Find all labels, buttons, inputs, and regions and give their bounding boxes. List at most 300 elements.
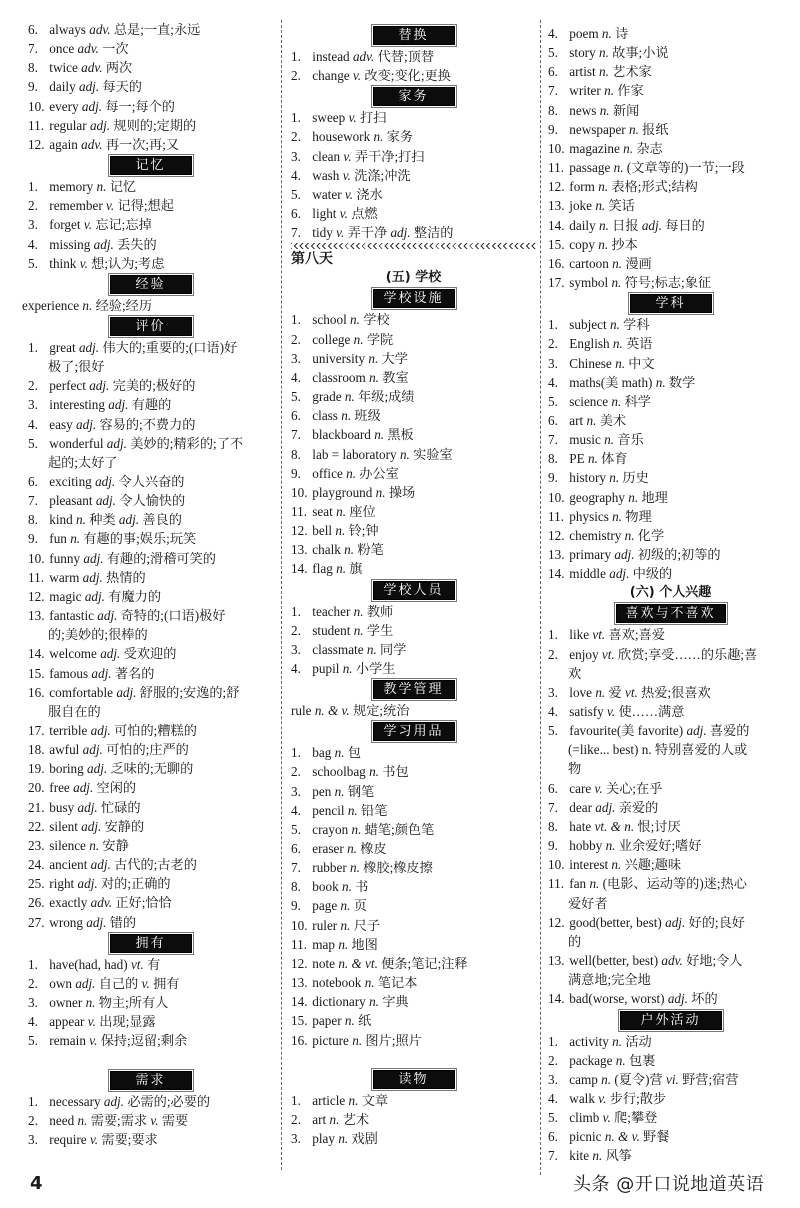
entry-meaning: 地图 [351,936,378,952]
entry-word: every [49,98,79,114]
entry-meaning: 纸 [358,1013,372,1029]
section-header: 评价 [28,317,273,336]
entry-word: change [312,68,350,84]
entry-word: magazine [569,140,620,156]
vocab-entry [28,1012,273,1031]
entry-number: 2. [28,1112,38,1128]
vocab-entry-continuation [28,357,273,376]
entry-meaning: 有魔力的 [108,588,162,604]
entry-meaning: 规则的;定期的 [113,117,197,133]
entry-pos: n. [336,561,346,577]
vocab-entry [291,1129,536,1148]
entry-continuation: (=like... best) n. 特别喜爱的人或 [568,742,748,758]
entry-pos: adj. [103,1093,125,1109]
entry-word: picture [312,1032,349,1048]
entry-pos: n. [369,764,379,780]
vocab-entry [548,817,793,836]
entry-pos: adj. [97,608,118,624]
entry-pos: n. [612,336,623,352]
entry-word: tidy [312,225,333,241]
vocab-entry [28,491,273,510]
entry-meaning: 弄干净;打扫 [354,148,425,164]
entry-number: 1. [28,179,38,195]
entry-number: 12. [291,955,308,971]
entry-meaning: 橡胶;橡皮擦 [363,860,433,876]
vocab-entry [291,743,536,762]
entry-number: 12. [548,527,565,543]
entry-meaning: 错的 [109,914,137,930]
entry-meaning: 保持;逗留;剩余 [100,1033,188,1049]
vocab-entry [548,625,793,644]
entry-meaning: 大学 [381,350,408,366]
vocab-entry [548,564,793,583]
vocab-entry [28,376,273,395]
entry-word: book [312,879,339,895]
vocab-entry-continuation [28,702,273,721]
entry-word: always [49,22,86,37]
entry-meaning: 需要;需求 [90,1112,148,1128]
entry-pos: n. [613,160,624,176]
entry-number: 21. [28,799,45,815]
vocab-entry [291,47,536,66]
entry-meaning: 好的;良好 [688,914,745,930]
entry-word: well(better, best) [569,953,659,969]
entry-number: 25. [28,876,45,892]
vocab-entry [28,644,273,663]
entry-pos: v. [79,255,88,271]
entry-number: 4. [291,369,301,385]
entry-number: 8. [28,60,38,76]
entry-pos: n. [340,917,351,933]
entry-word: boring [49,761,84,777]
entry-number: 12. [291,523,308,539]
entry-pos: n. [623,140,634,156]
entry-pos: n. [609,470,620,486]
entry-pos: n. [598,64,609,80]
entry-number: 5. [548,393,558,409]
vocab-entry-continuation [548,740,793,759]
entry-meaning: 丢失的 [117,236,157,252]
vocab-entry [28,472,273,491]
entry-pos: v. [89,1033,98,1049]
entry-word: remain [49,1033,86,1049]
entry-pos: v. [150,1112,159,1128]
entry-word: dear [569,799,592,815]
entry-number: 11. [28,569,44,585]
vocab-entry [28,97,273,116]
entry-pos: adj. [106,435,127,451]
entry-number: 7. [291,860,301,876]
entry-meaning: 橡皮 [360,841,387,856]
entry-continuation: 满意地;完全地 [568,972,651,988]
vocab-entry [291,896,536,915]
section-header: 经验 [28,275,273,294]
entry-word: picnic [569,1129,602,1145]
entry-number: 1. [291,1092,301,1108]
entry-meaning: 表格;形式;结构 [611,179,698,195]
entry-meaning: 需要 [161,1112,189,1128]
entry-meaning: 中级的 [632,566,673,582]
entry-word: need [49,1112,75,1128]
entry-word: bad(worse, worst) [569,991,665,1007]
entry-pos: adj. [78,339,100,355]
watermark: 头条 @开口说地道英语 [573,1174,765,1195]
entry-word: joke [569,198,593,214]
entry-meaning: 符号;标志;象征 [624,275,712,291]
entry-pos: n. [615,1052,626,1068]
vocab-entry [28,1092,273,1111]
vocab-entry [291,782,536,801]
vocab-entry [291,762,536,781]
entry-number: 9. [548,470,558,486]
entry-meaning: 旗 [349,561,363,577]
entry-pos: n. [399,446,410,462]
entry-word: schoolbag [312,764,366,780]
entry-meaning: 实验室 [413,446,453,462]
entry-word: student [312,622,351,638]
vocab-entry [28,587,273,606]
entry-word: music [569,432,601,448]
entry-word: note [312,955,336,971]
entry-number: 23. [28,837,45,853]
vocab-entry [548,430,793,449]
entry-meaning: 喜欢;喜爱 [608,627,665,643]
entry-number: 10. [548,489,565,505]
entry-word: copy [569,236,595,252]
entry-pos: v. [602,1110,611,1126]
entry-pos: vt. [130,956,144,972]
vocab-entry [291,559,536,578]
entry-meaning: 两次 [105,60,133,76]
vocab-entry [291,166,536,185]
entry-pos: n. [366,641,377,657]
entry-word: wonderful [49,435,104,451]
vocab-entry-continuation [548,664,793,683]
vocab-entry [548,139,793,158]
entry-meaning: 化学 [637,527,665,543]
vocab-entry [548,951,793,970]
entry-word: magic [49,588,82,604]
vocab-entry [291,602,536,621]
vocab-entry [548,874,793,893]
entry-number: 17. [548,275,565,291]
entry-meaning: 容易的;不费力的 [99,416,196,432]
entry-number: 7. [548,83,558,99]
vocab-entry [548,81,793,100]
entry-number: 1. [291,745,301,761]
entry-number: 6. [291,206,301,222]
entry-pos: n. [612,1033,623,1049]
entry-word: page [312,898,338,914]
vocab-entry-continuation [548,932,793,951]
entry-number: 10. [28,98,45,114]
vocab-entry [28,395,273,414]
entry-number: 2. [548,646,558,662]
entry-word: busy [49,799,75,815]
entry-word: funny [49,550,81,566]
entry-meaning: 记忆 [109,179,137,195]
entry-pos: n. & vt. [338,955,378,971]
vocab-entry [28,177,273,196]
vocab-entry [291,992,536,1011]
vocab-entry [28,874,273,893]
entry-continuation: 爱好者 [568,895,608,911]
vocab-entry [548,913,793,932]
entry-number: 4. [548,374,558,390]
entry-number: 11. [291,503,307,519]
entry-meaning: 使……满意 [618,704,685,719]
entry-pos: n. [598,236,609,252]
entry-meaning: 学院 [366,331,394,347]
entry-word: terrible [49,723,88,738]
entry-pos: v. [141,975,150,991]
entry-word: daily [569,217,596,233]
entry-number: 5. [548,723,558,739]
entry-meaning: 体育 [601,451,628,467]
entry-word: classmate [312,641,364,657]
entry-number: 2. [291,331,301,347]
chapter-heading: (五) 学校 [385,270,442,286]
entry-meaning: 再一次;再;又 [105,136,180,152]
entry-number: 2. [548,336,558,352]
entry-word: satisfy [569,704,604,719]
entry-meaning: 善良的 [142,512,182,528]
entry-meaning: 受欢迎的 [123,646,177,662]
entry-meaning: 需要;要求 [101,1131,158,1147]
vocab-entry [548,392,793,411]
entry-word: remember [49,198,103,214]
entry-word: kite [569,1148,590,1164]
entry-word: science [569,393,609,409]
vocab-entry [28,434,273,453]
vocab-entry [291,483,536,502]
entry-word: college [312,331,351,347]
entry-number: 4. [28,236,38,252]
entry-word: ruler [312,917,338,933]
entry-pos: n. [342,661,353,677]
vocab-entry [548,177,793,196]
entry-pos: n. [598,217,609,233]
entry-meaning: 诗 [615,26,629,41]
entry-word: necessary [49,1093,101,1109]
entry-meaning: 有趣的事;娱乐;玩笑 [83,531,197,547]
vocab-entry [548,488,793,507]
entry-number: 13. [548,198,565,214]
entry-meaning: 铅笔 [361,802,388,818]
entry-meaning: 班级 [354,408,381,424]
entry-pos: n. [353,622,364,638]
entry-number: 5. [28,255,38,271]
entry-meaning: 忙碌的 [100,799,141,815]
entry-number: 13. [548,953,565,969]
left-column [22,20,273,1149]
entry-number: 14. [548,217,565,233]
entry-number: 14. [548,566,565,582]
entry-number: 9. [28,79,38,95]
entry-word: pencil [312,802,345,818]
entry-meaning: 包 [347,745,362,761]
entry-meaning: 步行;散步 [609,1090,667,1106]
vocab-entry [291,877,536,896]
entry-word: chemistry [569,527,622,543]
vocab-entry [548,315,793,334]
entry-number: 8. [548,818,558,834]
entry-pos: n. [601,26,612,41]
entry-number: 1. [291,49,301,64]
entry-pos: n. [352,1032,363,1048]
entry-meaning: 可怕的;庄严的 [106,742,189,758]
entry-number: 15. [291,1013,308,1029]
entry-number: 2. [291,129,301,145]
vocab-entry [548,449,793,468]
entry-pos: n. [374,427,385,443]
entry-pos: n. [611,275,622,291]
vocab-entry [548,1146,793,1165]
vocab-entry [28,955,273,974]
entry-pos: adj. [86,914,107,930]
entry-meaning: 小学生 [355,661,396,677]
vocab-entry [291,349,536,368]
entry-word: twice [49,60,78,76]
entry-word: owner [49,995,83,1011]
entry-number: 5. [548,45,558,61]
section-header: 学科 [548,294,793,313]
entry-word: crayon [312,821,349,837]
entry-number: 1. [28,956,38,972]
entry-number: 7. [548,1148,558,1164]
vocab-entry [548,354,793,373]
entry-pos: adj. [609,566,630,582]
entry-meaning: 中文 [628,355,655,371]
entry-pos: n. [334,783,345,799]
entry-meaning: 令人兴奋的 [118,473,185,489]
vocab-entry [548,855,793,874]
entry-pos: n. [605,838,616,854]
entry-meaning: 数学 [668,374,696,390]
vocab-entry [548,989,793,1008]
entry-pos: adj. [87,761,108,777]
entry-number: 6. [548,64,558,80]
entry-meaning: 书 [355,879,369,895]
entry-meaning: 记得;想起 [117,198,174,214]
entry-word: great [49,339,76,355]
entry-word: camp [569,1071,598,1087]
entry-word: story [569,45,596,61]
entry-meaning: 戏剧 [351,1131,378,1147]
vocab-entry [548,158,793,177]
entry-meaning: 学校 [363,312,390,328]
entry-meaning: 弄干净 [347,225,388,241]
vocab-entry [548,526,793,545]
entry-meaning: 操场 [388,484,416,500]
entry-number: 4. [28,1014,38,1030]
entry-pos: n. [612,255,623,271]
entry-number: 2. [28,975,38,991]
vocab-entry [548,702,793,721]
vocab-entry [291,659,536,678]
entry-number: 4. [548,1090,558,1106]
entry-meaning: 页 [353,898,367,914]
entry-number: 13. [28,608,45,624]
entry-pos: n. [598,45,609,61]
entry-pos: n. [334,745,345,761]
entry-meaning: 有趣的;滑稽可笑的 [106,550,216,566]
entry-pos: adj. [82,742,103,758]
entry-word: news [569,102,597,118]
vocab-entry [28,235,273,254]
entry-pos: v. [607,704,616,719]
entry-word: perfect [49,378,86,394]
entry-number: 6. [28,22,38,37]
entry-pos: n. [344,1013,355,1029]
wavy-divider [291,243,536,249]
section-header: 学校设施 [291,289,536,308]
vocab-entry [28,740,273,759]
vocab-entry [548,120,793,139]
entry-pos: n. [338,1131,349,1147]
entry-word: office [312,465,343,481]
entry-meaning: 伟大的;重要的;(口语)好 [102,339,238,355]
entry-word: exciting [49,473,92,489]
vocab-entry [291,445,536,464]
entry-word: pupil [312,661,340,677]
entry-meaning: 野餐 [643,1129,670,1145]
vocab-entry [28,20,273,39]
entry-pos: n. [609,317,620,333]
section-header: 读物 [291,1070,536,1089]
entry-number: 7. [28,493,38,509]
entry-pos: n. [70,531,81,547]
entry-pos: n. [348,1092,359,1108]
entry-pos: n. [329,1111,340,1127]
vocab-entry [291,330,536,349]
entry-number: 20. [28,780,45,796]
entry-meaning: 地理 [641,489,668,505]
entry-word: writer [569,83,601,99]
entry-pos: n. [364,975,375,991]
vocab-entry [291,127,536,146]
vocab-entry [548,468,793,487]
entry-word: physics [569,508,609,524]
entry-meaning: 一次 [102,41,129,57]
entry-pos: v. [348,110,357,126]
entry-number: 6. [548,780,558,796]
entry-pos: n. [350,312,360,328]
entry-word: lab = laboratory [312,446,397,462]
entry-word: cartoon [569,255,609,271]
entry-number: 9. [28,531,38,547]
entry-number: 7. [548,432,558,448]
entry-word: warm [49,569,80,585]
entry-meaning: 美术 [599,412,627,428]
entry-number: 1. [291,603,301,619]
entry-number: 24. [28,857,45,873]
vocab-entry-continuation [28,453,273,472]
entry-word: appear [49,1014,85,1030]
entry-word: fantastic [49,608,94,624]
entry-pos: n. [604,432,614,448]
entry-pos: adj. [83,550,104,566]
entry-meaning: (电影、运动等的)迷;热心 [602,876,747,892]
entry-meaning: 抄本 [611,236,638,252]
entry-meaning: 漫画 [625,255,652,271]
entry-meaning: 作家 [617,83,644,99]
entry-pos: adj. [84,588,105,604]
vocab-entry [28,77,273,96]
entry-number: 4. [291,167,301,183]
entry-meaning: 铃;钟 [348,523,379,539]
entry-number: 4. [28,416,38,432]
